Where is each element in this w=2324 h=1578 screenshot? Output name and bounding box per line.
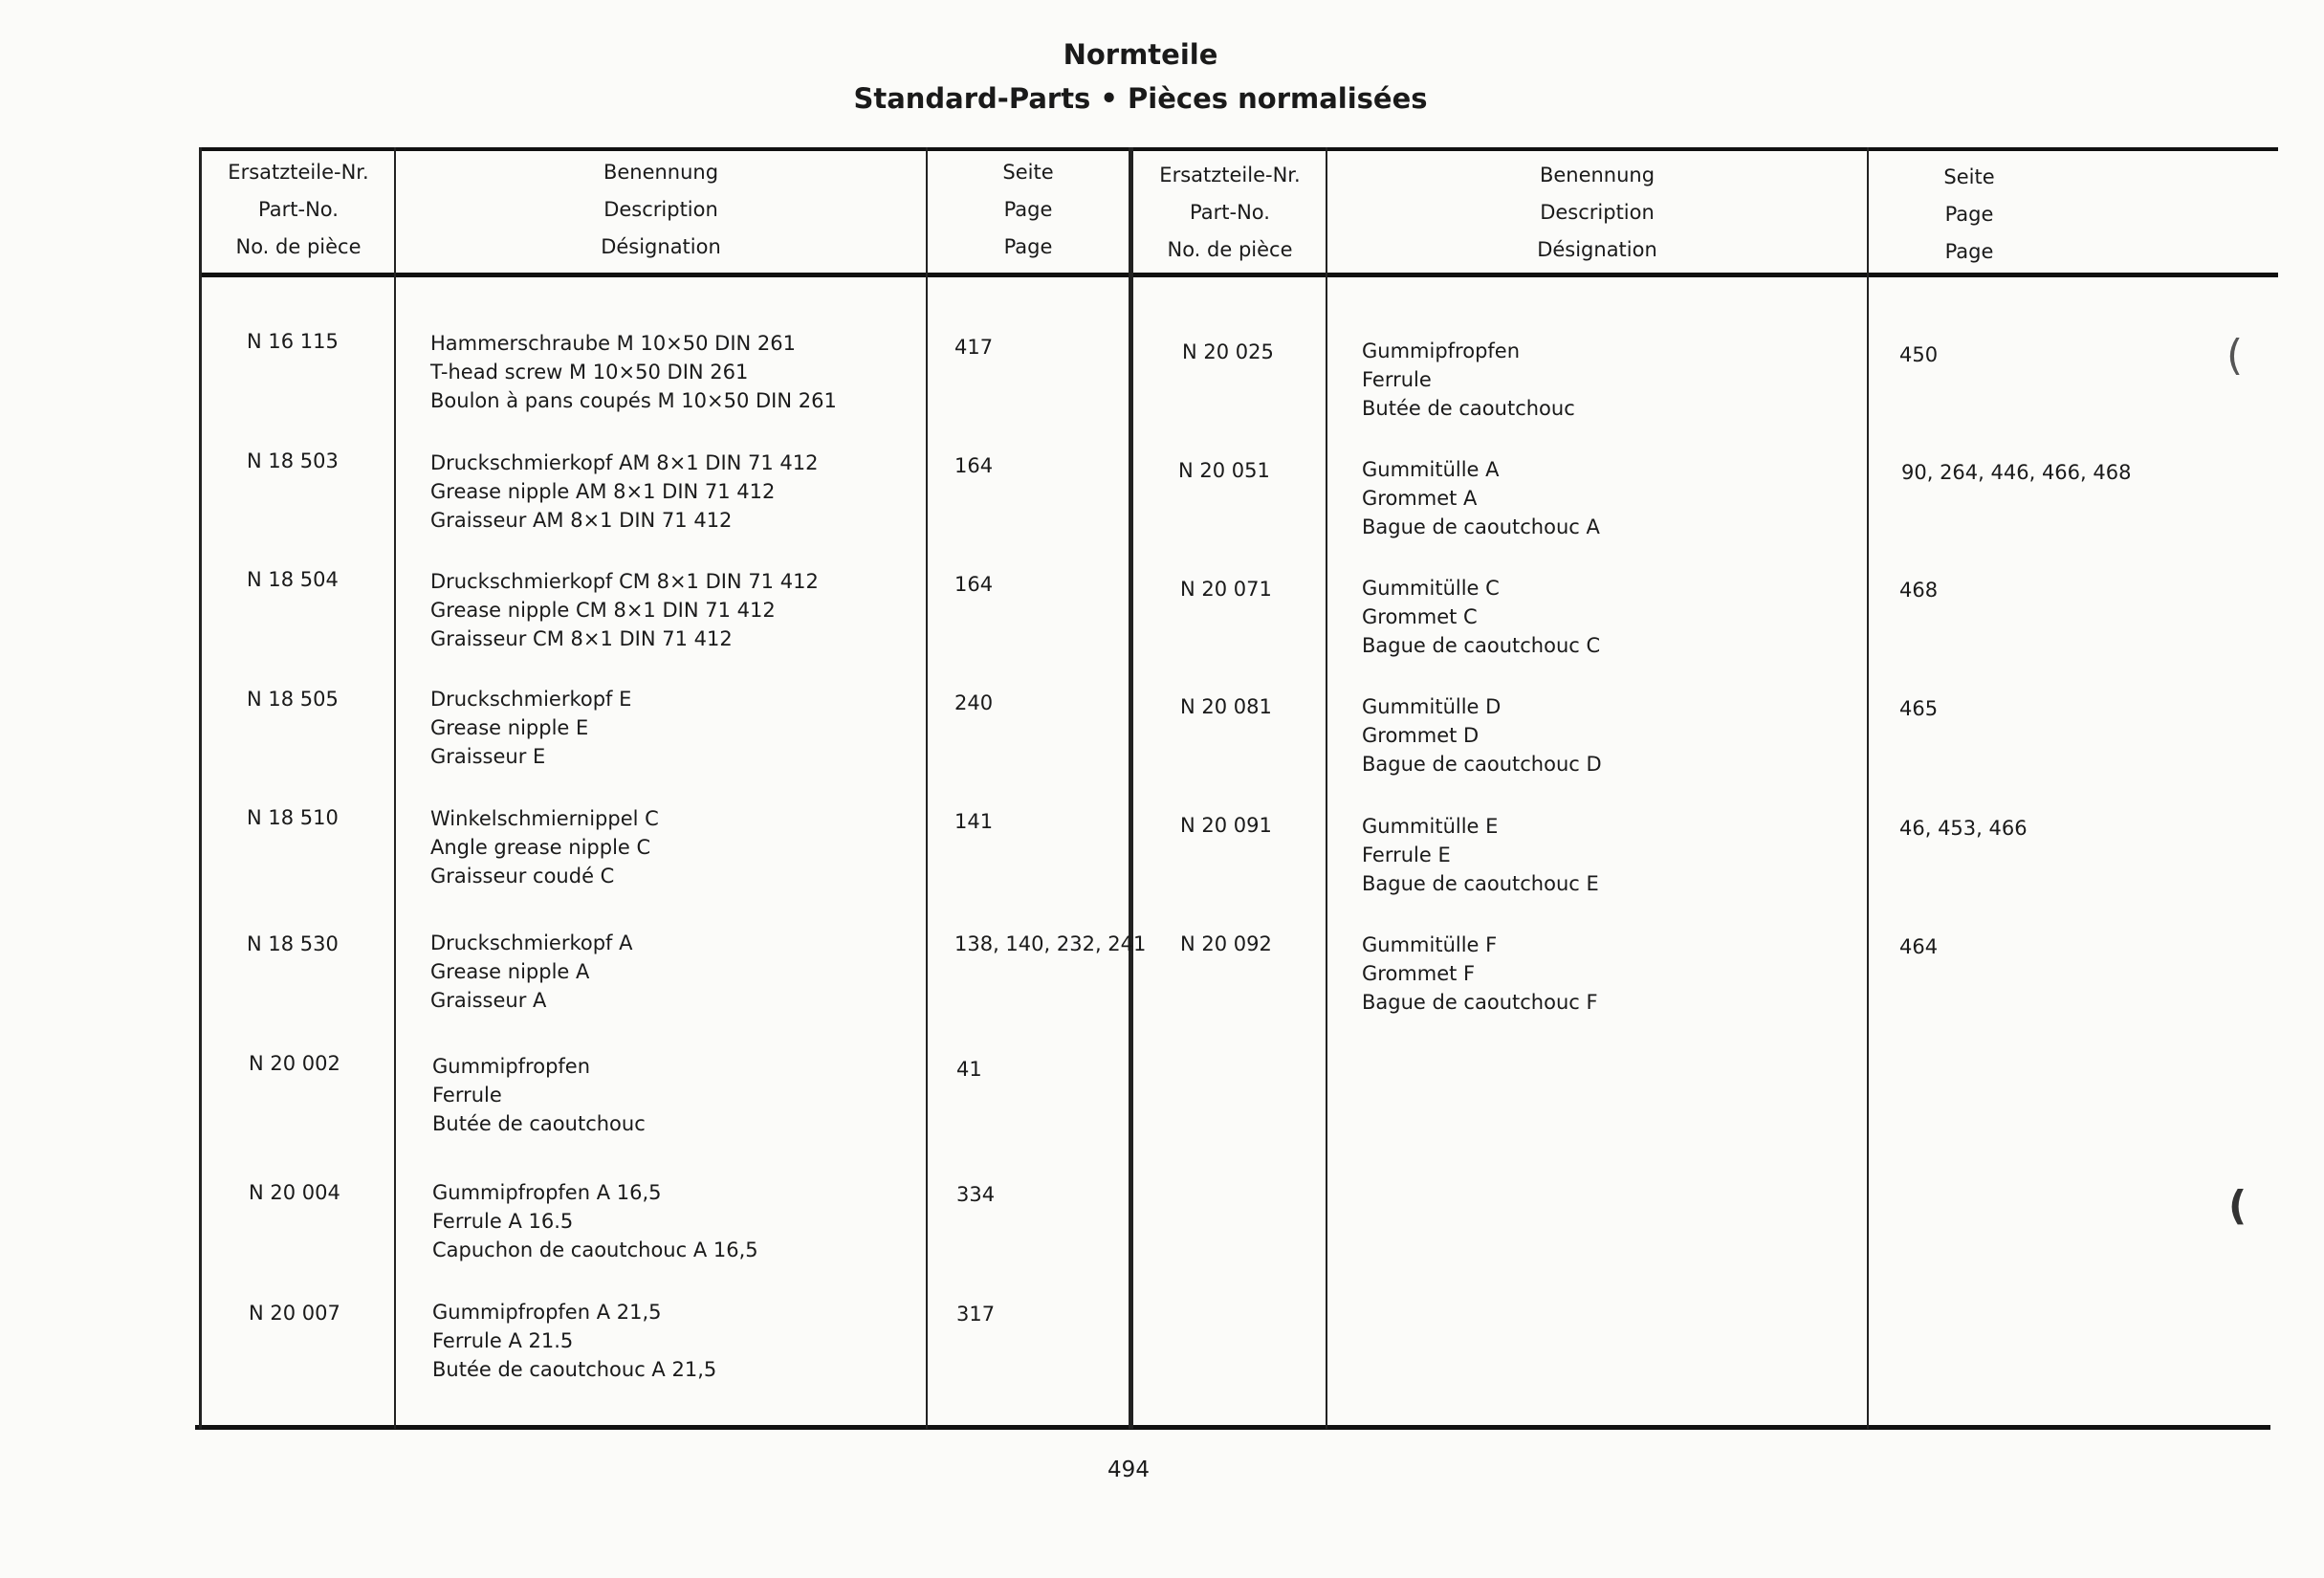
- part-number: N 16 115: [247, 330, 339, 353]
- part-description: Druckschmierkopf CM 8×1 DIN 71 412 Grease nipple CM 8×1 DIN 71 412 Graisseur CM 8×1 DIN 71 412: [430, 570, 819, 650]
- part-number: N 20 007: [249, 1302, 340, 1325]
- part-page: 164: [954, 454, 994, 477]
- part-number: N 20 092: [1180, 932, 1272, 955]
- punch-hole-mark: (: [2226, 331, 2244, 380]
- table-left-border: [199, 147, 202, 1429]
- part-description: Gummitülle E Ferrule E Bague de caoutchouc E: [1362, 815, 1599, 895]
- part-description: Druckschmierkopf E Grease nipple E Graisseur E: [430, 688, 632, 768]
- page-number: 494: [1107, 1457, 1150, 1482]
- part-page: 417: [954, 336, 994, 359]
- header-description: Benennung Description Désignation: [1537, 164, 1657, 261]
- part-page: 46, 453, 466: [1899, 817, 2028, 840]
- part-page: 464: [1899, 935, 1939, 958]
- page-subtitle: Standard-Parts • Pièces normalisées: [853, 82, 1428, 115]
- part-number: N 18 530: [247, 932, 339, 955]
- part-page: 240: [954, 691, 994, 714]
- part-number: N 20 025: [1182, 340, 1274, 363]
- header-part-no: Ersatzteile-Nr. Part-No. No. de pièce: [228, 161, 369, 258]
- part-page: 450: [1899, 343, 1939, 366]
- page-title: Normteile: [1063, 38, 1218, 71]
- table-top-rule: [201, 147, 2278, 151]
- part-description: Hammerschraube M 10×50 DIN 261 T-head screw M 10×50 DIN 261 Boulon à pans coupés M 10×50 DIN 261: [430, 332, 837, 412]
- part-description: Gummipfropfen Ferrule Butée de caoutchouc: [1362, 340, 1575, 420]
- header-bottom-rule: [201, 273, 2278, 277]
- part-number: N 20 002: [249, 1052, 340, 1075]
- part-number: N 18 505: [247, 688, 339, 711]
- part-description: Gummitülle C Grommet C Bague de caoutchouc C: [1362, 577, 1601, 657]
- part-number: N 20 091: [1180, 814, 1272, 837]
- header-description: Benennung Description Désignation: [601, 161, 721, 258]
- table-center-divider: [1129, 147, 1133, 1429]
- part-page: 468: [1899, 579, 1939, 602]
- col-divider: [926, 147, 928, 1429]
- part-description: Gummitülle F Grommet F Bague de caoutchouc F: [1362, 933, 1598, 1014]
- part-number: N 18 504: [247, 568, 339, 591]
- part-page: 465: [1899, 697, 1939, 720]
- part-description: Gummipfropfen A 16,5 Ferrule A 16.5 Capuchon de caoutchouc A 16,5: [432, 1181, 758, 1261]
- col-divider: [1867, 147, 1869, 1429]
- part-page: 334: [956, 1183, 996, 1206]
- punch-hole-mark: (: [2228, 1182, 2247, 1229]
- col-divider: [1326, 147, 1327, 1429]
- part-page: 164: [954, 573, 994, 596]
- part-number: N 18 510: [247, 806, 339, 829]
- part-page: 138, 140, 232, 241: [954, 932, 1147, 955]
- col-divider: [394, 147, 396, 1429]
- header-page: Seite Page Page: [1943, 165, 1995, 263]
- part-description: Druckschmierkopf AM 8×1 DIN 71 412 Grease nipple AM 8×1 DIN 71 412 Graisseur AM 8×1 DIN 71 412: [430, 451, 819, 532]
- part-page: 317: [956, 1303, 996, 1326]
- part-number: N 20 071: [1180, 578, 1272, 601]
- part-page: 41: [956, 1058, 982, 1081]
- part-description: Winkelschmiernippel C Angle grease nipple C Graisseur coudé C: [430, 807, 659, 888]
- part-page: 90, 264, 446, 466, 468: [1901, 461, 2132, 484]
- part-description: Druckschmierkopf A Grease nipple A Graisseur A: [430, 931, 633, 1012]
- header-page: Seite Page Page: [1002, 161, 1054, 258]
- table-bottom-rule: [195, 1425, 2270, 1430]
- part-number: N 20 081: [1180, 695, 1272, 718]
- part-description: Gummipfropfen Ferrule Butée de caoutchouc: [432, 1055, 646, 1135]
- part-description: Gummitülle A Grommet A Bague de caoutchouc A: [1362, 458, 1600, 538]
- part-number: N 18 503: [247, 449, 339, 472]
- header-part-no: Ersatzteile-Nr. Part-No. No. de pièce: [1159, 164, 1301, 261]
- part-description: Gummipfropfen A 21,5 Ferrule A 21.5 Butée de caoutchouc A 21,5: [432, 1301, 717, 1381]
- part-number: N 20 051: [1178, 459, 1270, 482]
- part-description: Gummitülle D Grommet D Bague de caoutchouc D: [1362, 695, 1602, 776]
- part-page: 141: [954, 810, 994, 833]
- part-number: N 20 004: [249, 1181, 340, 1204]
